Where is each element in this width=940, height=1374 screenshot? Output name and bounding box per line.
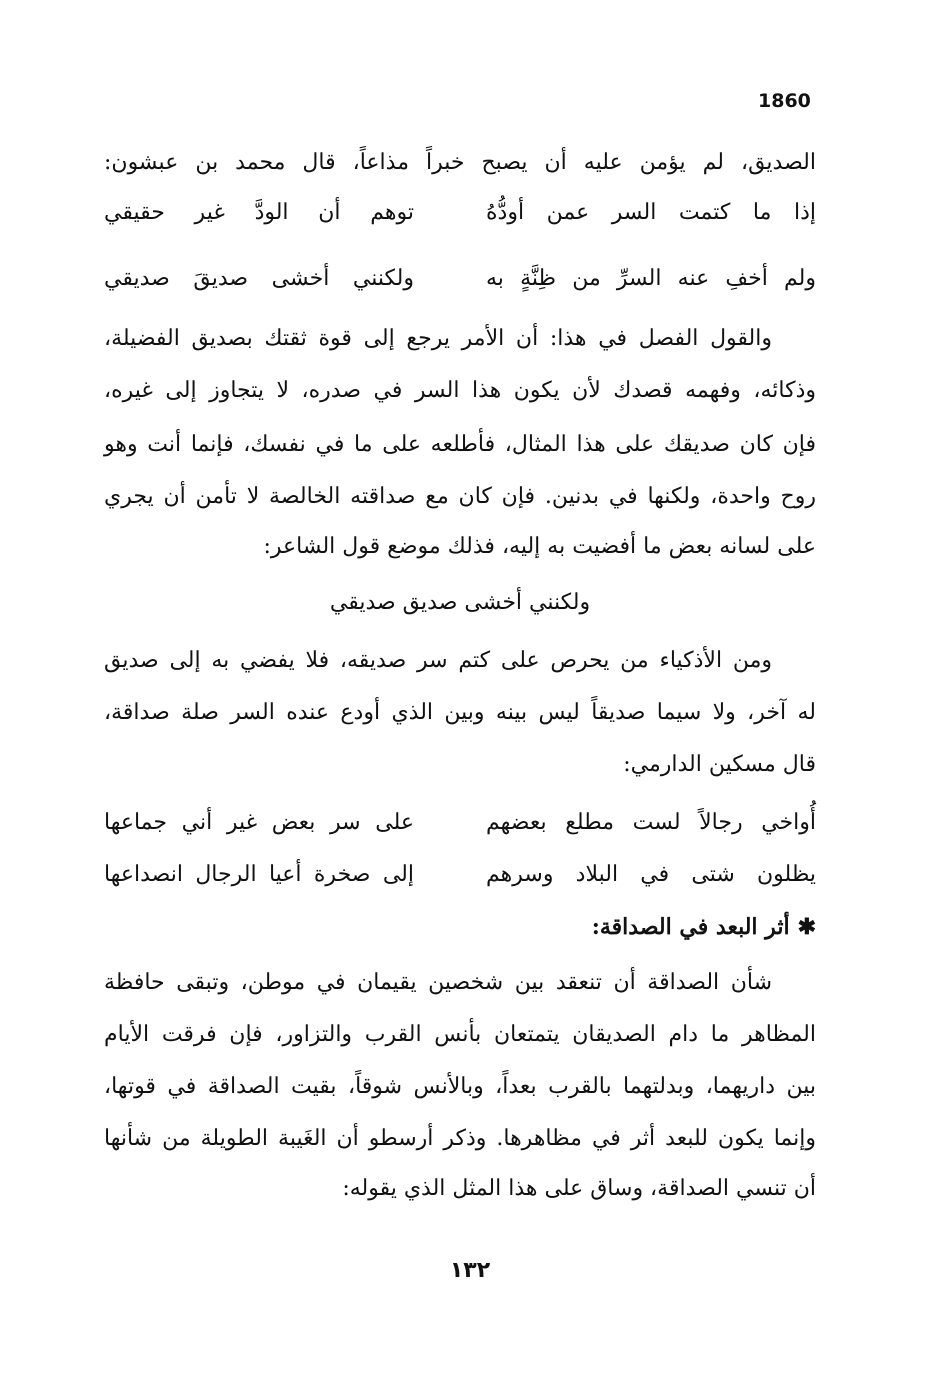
verse-first-hemistich: يظلون شتى في البلاد وسرهم — [486, 862, 816, 887]
text-line: الصديق، لم يؤمن عليه أن يصبح خبراً مذاعاً، قال محمد بن عبشون: — [104, 150, 816, 175]
text-line: على لسانه بعض ما أفضيت به إليه، فذلك موضع قول الشاعر: — [263, 534, 816, 559]
text-line: أن تنسي الصداقة، وساق على هذا المثل الذي يقوله: — [342, 1176, 816, 1201]
text-line: شأن الصداقة أن تنعقد بين شخصين يقيمان في موطن، وتبقى حافظة — [104, 970, 772, 995]
section-heading-text: أثر البعد في الصداقة: — [591, 914, 790, 940]
verse-first-hemistich: أُواخي رجالاً لست مطلع بعضهم — [486, 810, 816, 835]
verse-first-hemistich: إذا ما كتمت السر عمن أودُّهُ — [486, 200, 816, 225]
verse-first-hemistich: ولم أخفِ عنه السرِّ من ظِنَّةٍ به — [486, 266, 816, 291]
text-line: المظاهر ما دام الصديقان يتمتعان بأنس القرب والتزاور، فإن فرقت الأيام — [104, 1022, 817, 1047]
text-line: وذكائه، وفهمه قصدك لأن يكون هذا السر في صدره، لا يتجاوز إلى غيره، — [104, 378, 816, 403]
text-line: بين داريهما، وبدلتهما بالقرب بعداً، وبالأنس شوقاً، بقيت الصداقة في قوتها، — [104, 1074, 816, 1099]
verse-second-hemistich: توهم أن الودَّ غير حقيقي — [104, 200, 414, 225]
header-page-number: 1860 — [758, 90, 811, 112]
quoted-verse: ولكنني أخشى صديق صديقي — [329, 590, 591, 615]
verse-second-hemistich: على سر بعض غير أني جماعها — [104, 810, 414, 835]
text-line: ومن الأذكياء من يحرص على كتم سر صديقه، فلا يفضي به إلى صديق — [104, 648, 772, 673]
asterisk-icon: ✱ — [797, 914, 816, 940]
text-line: وإنما يكون للبعد أثر في مظاهرها. وذكر أرسطو أن الغَيبة الطويلة من شأنها — [104, 1126, 816, 1151]
text-line: قال مسكين الدارمي: — [623, 752, 816, 777]
verse-line — [104, 266, 816, 306]
section-heading — [104, 914, 816, 940]
verse-second-hemistich: ولكنني أخشى صديقَ صديقي — [104, 266, 414, 291]
text-line: له آخر، ولا سيما صديقاً ليس بينه وبين الذي أودع عنده السر صلة صداقة، — [104, 700, 816, 725]
verse-line — [104, 810, 816, 850]
text-line: والقول الفصل في هذا: أن الأمر يرجع إلى قوة ثقتك بصديق الفضيلة، — [104, 326, 772, 351]
verse-second-hemistich: إلى صخرة أعيا الرجال انصداعها — [104, 862, 414, 887]
text-line: روح واحدة، ولكنها في بدنين. فإن كان مع صداقته الخالصة لا تأمن أن يجري — [104, 484, 816, 509]
text-line: فإن كان صديقك على هذا المثال، فأطلعه على ما في نفسك، فإنما أنت وهو — [104, 432, 816, 457]
verse-line — [104, 200, 816, 240]
verse-line — [104, 862, 816, 902]
footer-page-number: ١٣٢ — [449, 1258, 491, 1283]
